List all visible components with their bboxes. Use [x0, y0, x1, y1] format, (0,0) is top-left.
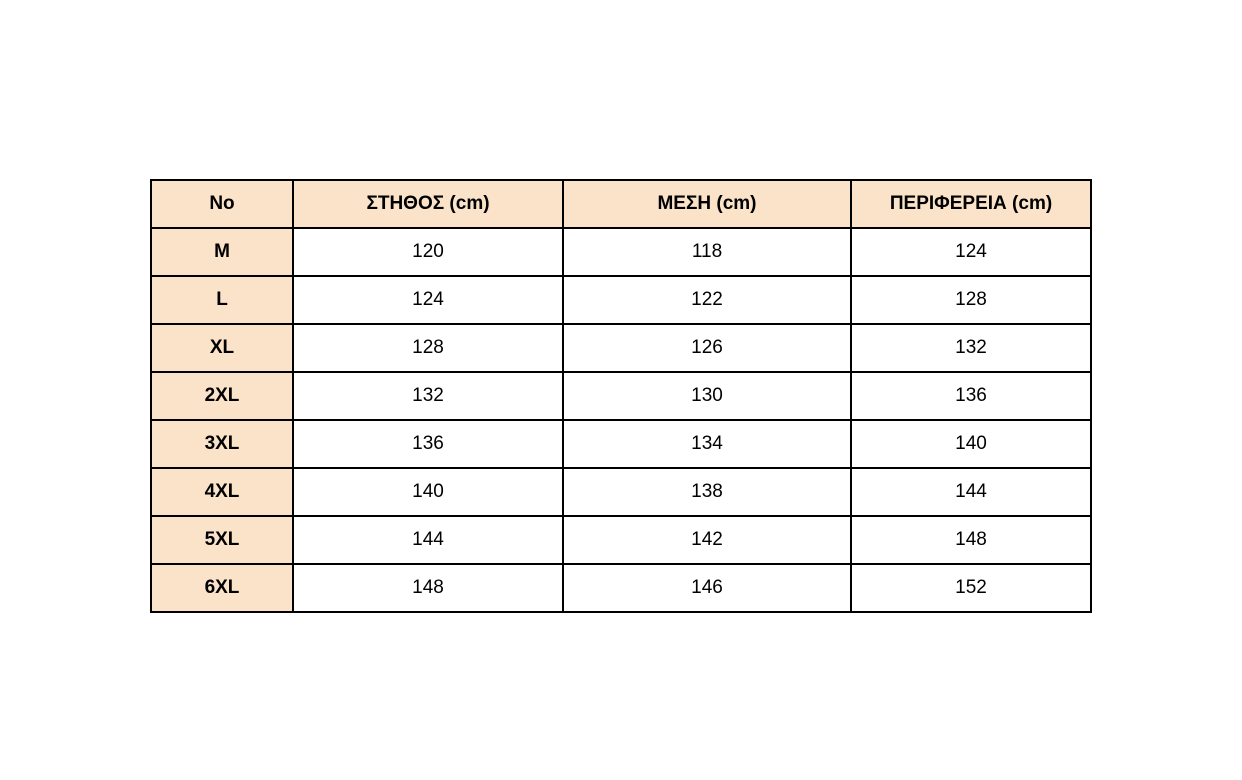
- value-cell: 152: [851, 564, 1091, 612]
- table-header-row: [151, 180, 1091, 228]
- table-row: [151, 276, 1091, 324]
- value-cell: 136: [851, 372, 1091, 420]
- header-cell-waist: ΜΕΣΗ (cm): [563, 180, 851, 228]
- value-cell: 134: [563, 420, 851, 468]
- value-cell: 142: [563, 516, 851, 564]
- size-cell: 6XL: [151, 564, 293, 612]
- table-row: [151, 516, 1091, 564]
- size-cell: L: [151, 276, 293, 324]
- value-cell: 130: [563, 372, 851, 420]
- value-cell: 148: [293, 564, 563, 612]
- value-cell: 144: [851, 468, 1091, 516]
- size-cell: 3XL: [151, 420, 293, 468]
- value-cell: 140: [293, 468, 563, 516]
- value-cell: 118: [563, 228, 851, 276]
- header-cell-no: No: [151, 180, 293, 228]
- size-cell: 2XL: [151, 372, 293, 420]
- value-cell: 148: [851, 516, 1091, 564]
- value-cell: 120: [293, 228, 563, 276]
- value-cell: 128: [293, 324, 563, 372]
- value-cell: 146: [563, 564, 851, 612]
- table-row: [151, 324, 1091, 372]
- value-cell: 132: [293, 372, 563, 420]
- value-cell: 138: [563, 468, 851, 516]
- value-cell: 124: [851, 228, 1091, 276]
- value-cell: 128: [851, 276, 1091, 324]
- header-cell-hip: ΠΕΡΙΦΕΡΕΙΑ (cm): [851, 180, 1091, 228]
- size-cell: 4XL: [151, 468, 293, 516]
- table-row: [151, 420, 1091, 468]
- size-cell: M: [151, 228, 293, 276]
- size-chart-table: [150, 179, 1092, 613]
- value-cell: 124: [293, 276, 563, 324]
- table-row: [151, 564, 1091, 612]
- value-cell: 144: [293, 516, 563, 564]
- value-cell: 140: [851, 420, 1091, 468]
- table-row: [151, 468, 1091, 516]
- table-row: [151, 228, 1091, 276]
- value-cell: 126: [563, 324, 851, 372]
- value-cell: 136: [293, 420, 563, 468]
- value-cell: 132: [851, 324, 1091, 372]
- size-cell: XL: [151, 324, 293, 372]
- size-cell: 5XL: [151, 516, 293, 564]
- value-cell: 122: [563, 276, 851, 324]
- header-cell-chest: ΣΤΗΘΟΣ (cm): [293, 180, 563, 228]
- table-row: [151, 372, 1091, 420]
